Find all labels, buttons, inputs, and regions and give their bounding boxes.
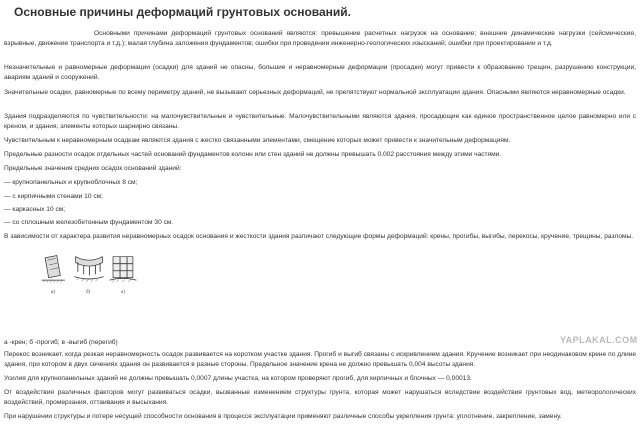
figure-b-sag bbox=[74, 257, 103, 282]
list-item-brick: — с кирпичными стенами 10 см; bbox=[4, 193, 104, 200]
watermark: YAPLAKAL.COM bbox=[560, 335, 638, 345]
paragraph-deformation-forms: В зависимости от характера развития неравномерных осадок основания и жесткости здания различают следующие формы деформаций: крены, прогибы, выгибы, перекосы, кручение, трещины, разломы. bbox=[4, 233, 634, 240]
figure-a-tilt bbox=[42, 256, 65, 283]
article-title: Основные причины деформаций грунтовых оснований. bbox=[14, 5, 352, 19]
paragraph-sensitivity: Здания подразделяются по чувствительности: на малочувствительные и чувствительные. Малочувствительными являются здания, просадющие как единое пространственное целое равномерно или с креном, и здания, элементы которых шарнирно связаны. bbox=[4, 113, 636, 130]
paragraph-strengthening: При нарушении структуры и потере несущей способности основания в процессе эксплуатации применяют различные способы укрепления грунта: уплотнение, закрепление, замену. bbox=[4, 413, 562, 420]
list-item-frame: — каркасных 10 см; bbox=[4, 206, 66, 213]
paragraph-skew: Перекос возникает, когда резкая неравномерность осадок развивается на коротком участке здания. Прогиб и выгиб связаны с искривлением здания. Кручение возникает при неодинаковом крене по длине здания, при котором в двух сечениях здания он развивается в разные стороны. Предельное значение крена не должно превышать 0,004 высоты здания. bbox=[4, 351, 636, 368]
list-item-panel: — крупнопанельных и крупноблочных 8 см; bbox=[4, 179, 138, 186]
paragraph-sensitive-buildings: Чувствительным к неравномерным осадкам являются здания с жестко связанными элементами, смещение которых может привести к значительным деформациям. bbox=[4, 137, 511, 144]
paragraph-panel-limits: Усилия для крупнопанельных зданий не должны превышать 0,0007 длины участка, на котором проверяют прогиб, для кирпичных и блочных — 0,00013. bbox=[4, 375, 472, 382]
paragraph-deformations: Незначительные и равномерные деформации (осадки) для зданий не опасны, большие и неравномерные деформации (просадки) могут привести к образованию трещин, разрушению конструкции, авариям зданий и сооружений. bbox=[4, 64, 636, 81]
paragraph-uniform-settlement: Значительные осадки, равномерные по всему периметру зданий, не вызывают серьезных деформаций, не препятствуют нормальной эксплуатации здания. Опасными являются неравномерные осадки. bbox=[4, 89, 626, 96]
figure-label-b: б) bbox=[86, 289, 90, 295]
figure-label-a: а) bbox=[50, 289, 55, 295]
paragraph-limit-differences: Предельные разности осадок отдельных частей оснований фундаментов колонн или стен зданий не должны превышать 0,002 расстояния между этими частями. bbox=[4, 151, 502, 158]
paragraph-causes: Основными причинами деформаций грунтовых оснований являются: превышение расчетных нагрузок на основание; внешние динамические нагрузки (сейсмические, взрывные, движение транспорта и т.д.); малая глубина заложения фундаментов; ошибки при проведении инженерно-геологических изысканий; ошибки при проектировании и т.д. bbox=[4, 30, 636, 47]
paragraph-factors: От воздействия различных факторов могут развиваться осадки, вызванные изменением структуры грунта, которая может нарушаться вследствие воздействия грунтовых вод, метеорологических воздействий, промерзания, оттаивания и высыхания. bbox=[4, 389, 636, 406]
list-item-slab: — со сплошным железобетонным фундаментом 30 см. bbox=[4, 219, 174, 226]
figure-caption: а -крен; б -прогиб; в -выгиб (перегиб) bbox=[4, 339, 118, 346]
deformation-figure bbox=[4, 252, 174, 300]
figure-label-c: в) bbox=[121, 289, 125, 295]
figure-c-hogging bbox=[109, 257, 136, 283]
paragraph-limit-values: Предельные значения средних осадок оснований зданий: bbox=[4, 165, 182, 172]
